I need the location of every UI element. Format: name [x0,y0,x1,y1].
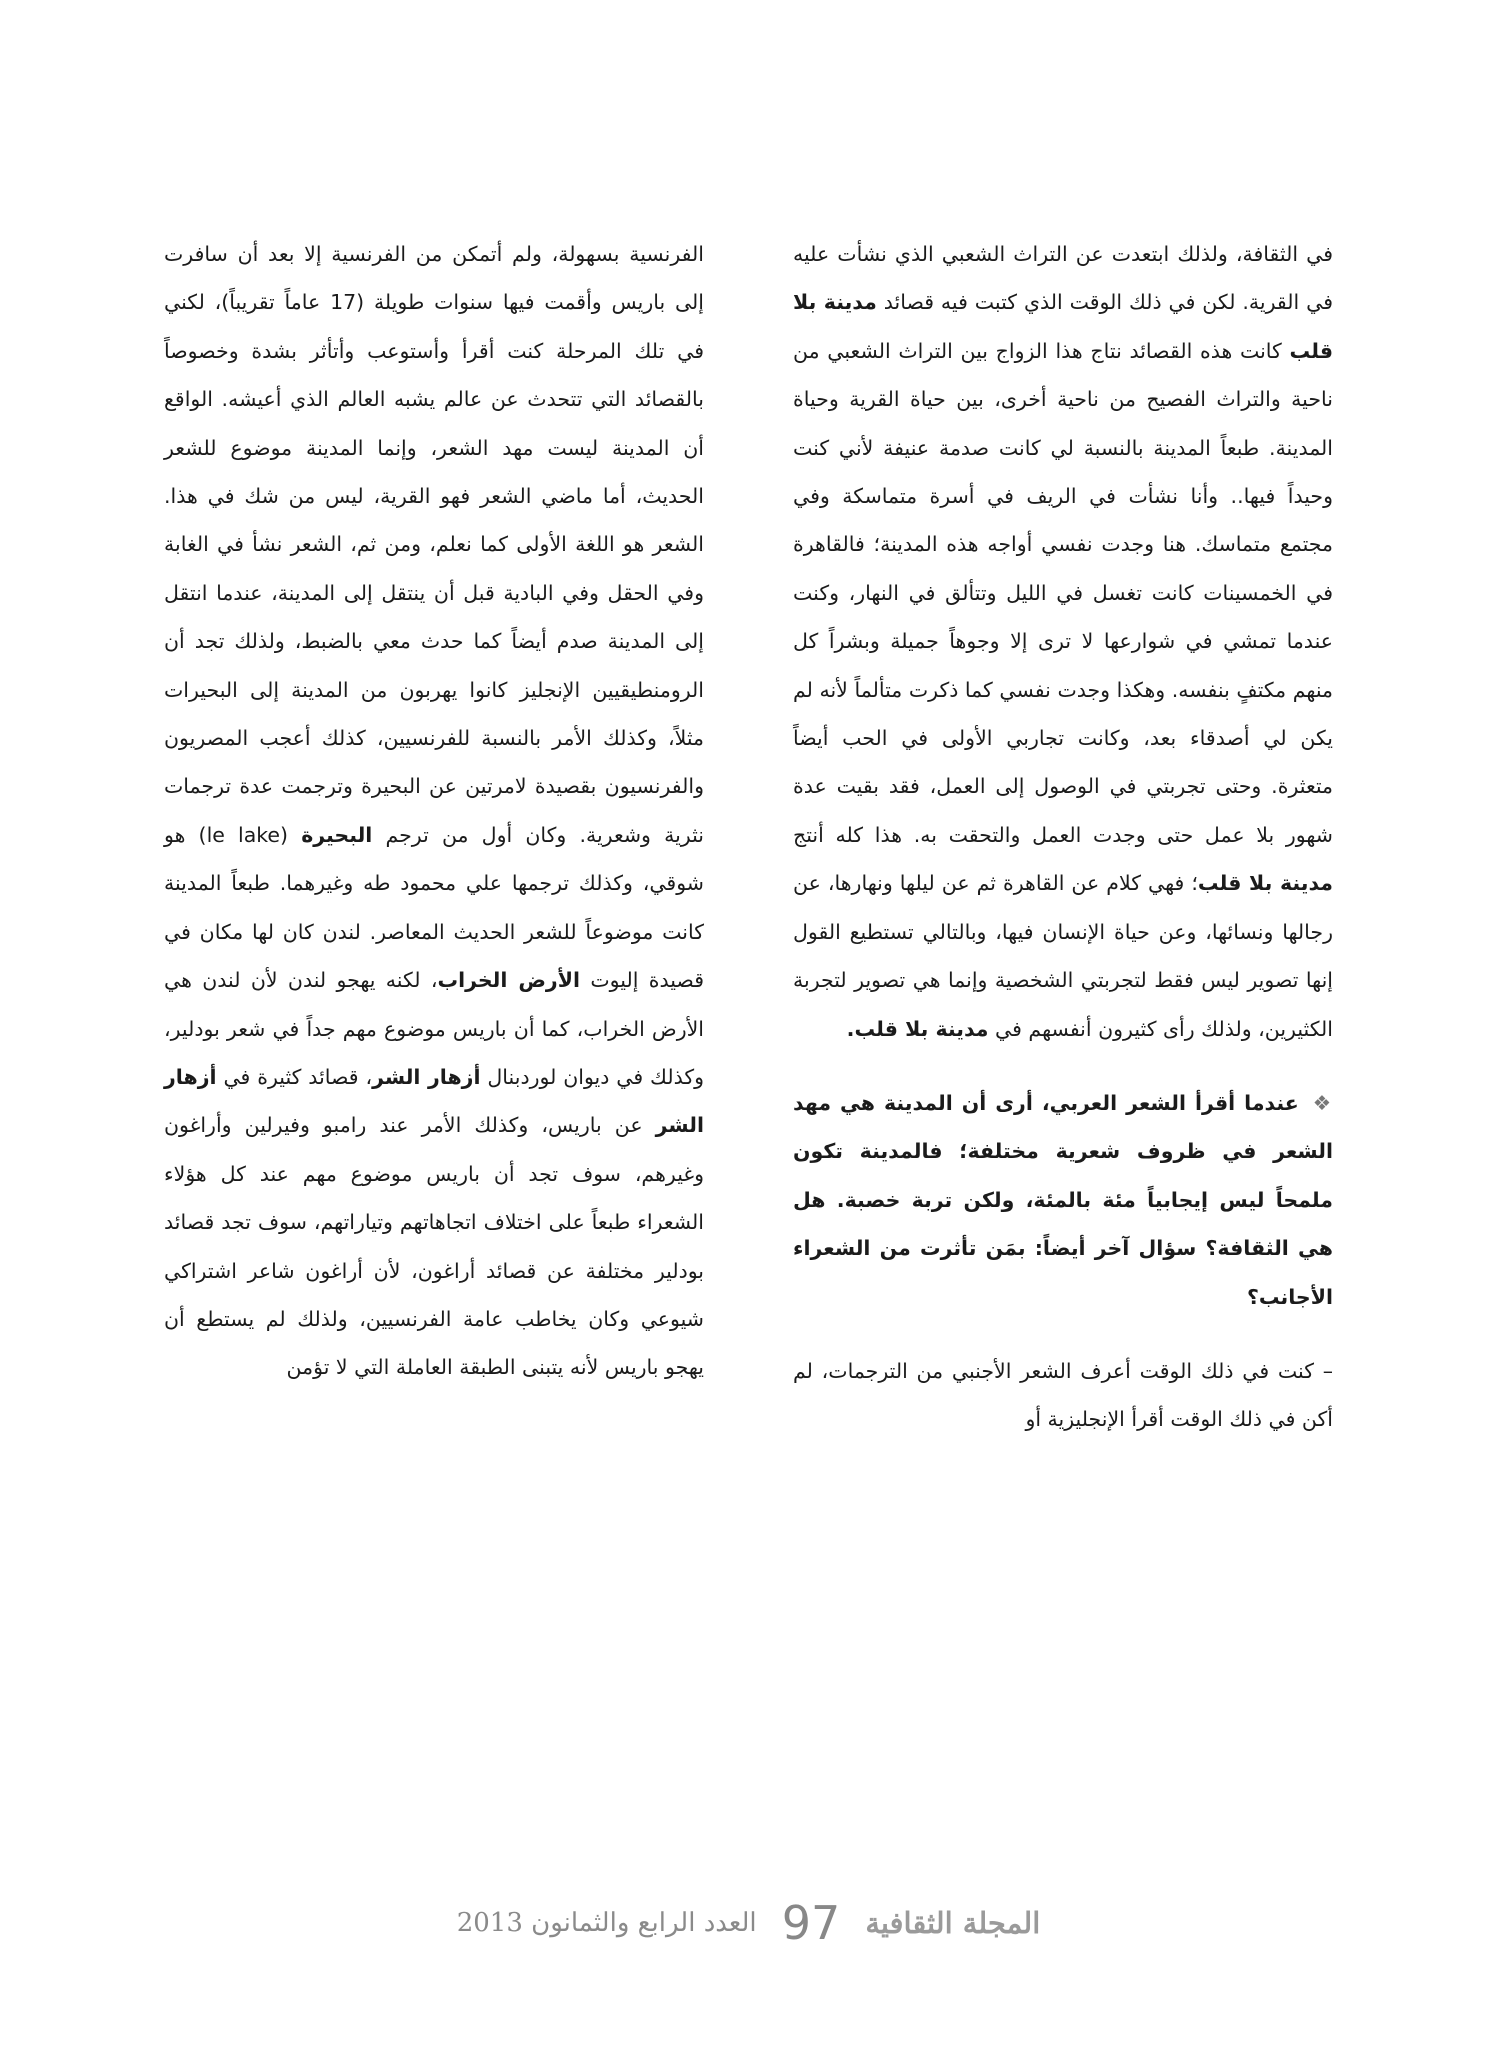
book-title: مدينة بلا قلب [793,290,1333,363]
issue-label: العدد الرابع والثمانون 2013 [456,1908,757,1938]
poem-title: أزهار الشر [164,1064,704,1138]
left-column [164,230,704,1392]
book-title: مدينة بلا قلب. [846,1016,989,1041]
answer-paragraph: – كنت في ذلك الوقت أعرف الشعر الأجنبي من الترجمات، لم أكن في ذلك الوقت أقرأ الإنجليزية أو [793,1358,1333,1432]
poem-title: البحيرة [301,822,373,847]
diamond-bullet-icon: ❖ [1312,1090,1333,1115]
poem-title: الأرض الخراب [437,968,581,993]
page-footer [0,1896,1497,1950]
paragraph: في الثقافة، ولذلك ابتعدت عن التراث الشعبي الذي نشأت عليه في القرية. لكن في ذلك الوقت الذي كتبت فيه قصائد مدينة بلا قلب كانت هذه القصائد نتاج هذا الزواج بين التراث الشعبي من ناحية والتراث الفصيح من ناحية أخرى، بين حياة القرية وحياة المدينة. طبعاً المدينة بالنسبة لي كانت صدمة عنيفة لأني كنت وحيداً فيها.. وأنا نشأت في الريف في أسرة متماسكة وفي مجتمع متماسك. هنا وجدت نفسي أواجه هذه المدينة؛ فالقاهرة في الخمسينات كانت تغسل في الليل وتتألق في النهار، وكنت عندما تمشي في شوارعها لا ترى إلا وجوهاً جميلة وبشراً كل منهم مكتفٍ بنفسه. وهكذا وجدت نفسي كما ذكرت متألماً لأنه لم يكن لي أصدقاء بعد، وكانت تجاربي الأولى في الحب أيضاً متعثرة. وحتى تجربتي في الوصول إلى العمل، فقد بقيت عدة شهور بلا عمل حتى وجدت العمل والتحقت به. هذا كله أنتج مدينة بلا قلب؛ فهي كلام عن القاهرة ثم عن ليلها ونهارها، عن رجالها ونسائها، وعن حياة الإنسان فيها، وبالتالي تستطيع القول إنها تصوير ليس فقط لتجربتي الشخصية وإنما هي تصوير لتجربة الكثيرين، ولذلك رأى كثيرون أنفسهم في مدينة بلا قلب. [793,242,1333,1041]
right-column [793,230,1333,1444]
book-title: مدينة بلا قلب [1197,871,1333,896]
paragraph: الفرنسية بسهولة، ولم أتمكن من الفرنسية إلا بعد أن سافرت إلى باريس وأقمت فيها سنوات طويلة (17 عاماً تقريباً)، لكني في تلك المرحلة كنت أقرأ وأستوعب وأتأثر بشدة وخصوصاً بالقصائد التي تتحدث عن عالم يشبه العالم الذي أعيشه. الواقع أن المدينة ليست مهد الشعر، وإنما المدينة موضوع للشعر الحديث، أما ماضي الشعر فهو القرية، ليس من شك في هذا. الشعر هو اللغة الأولى كما نعلم، ومن ثم، الشعر نشأ في الغابة وفي الحقل وفي البادية قبل أن ينتقل إلى المدينة، عندما انتقل إلى المدينة صدم أيضاً كما حدث معي بالضبط، ولذلك تجد أن الرومنطيقيين الإنجليز كانوا يهربون من المدينة إلى البحيرات مثلاً، وكذلك الأمر بالنسبة للفرنسيين، كذلك أعجب المصريون والفرنسيون بقصيدة لامرتين عن البحيرة وترجمت عدة ترجمات نثرية وشعرية. وكان أول من ترجم البحيرة (le lake) هو شوقي، وكذلك ترجمها علي محمود طه وغيرهما. طبعاً المدينة كانت موضوعاً للشعر الحديث المعاصر. لندن كان لها مكان في قصيدة إليوت الأرض الخراب، لكنه يهجو لندن لأن لندن هي الأرض الخراب، كما أن باريس موضوع مهم جداً في شعر بودلير، وكذلك في ديوان لوردبنال أزهار الشر، قصائد كثيرة في أزهار الشر عن باريس، وكذلك الأمر عند رامبو وفيرلين وأراغون وغيرهم، سوف تجد أن باريس موضوع مهم عند كل هؤلاء الشعراء طبعاً على اختلاف اتجاهاتهم وتياراتهم، سوف تجد قصائد بودلير مختلفة عن قصائد أراغون، لأن أراغون شاعر اشتراكي شيوعي وكان يخاطب عامة الفرنسيين، ولذلك لم يستطع أن يهجو باريس لأنه يتبنى الطبقة العاملة التي لا تؤمن [164,242,705,1380]
poem-title: أزهار الشر [372,1064,481,1089]
page-number: 97 [781,1896,841,1950]
magazine-logo: المجلة الثقافية [865,1906,1041,1940]
interview-question: ❖عندما أقرأ الشعر العربي، أرى أن المدينة هي مهد الشعر في ظروف شعرية مختلفة؛ فالمدينة تكون ملمحاً ليس إيجابياً مئة بالمئة، ولكن تربة خصبة. هل هي الثقافة؟ سؤال آخر أيضاً: بمَن تأثرت من الشعراء الأجانب؟ [793,1090,1333,1309]
